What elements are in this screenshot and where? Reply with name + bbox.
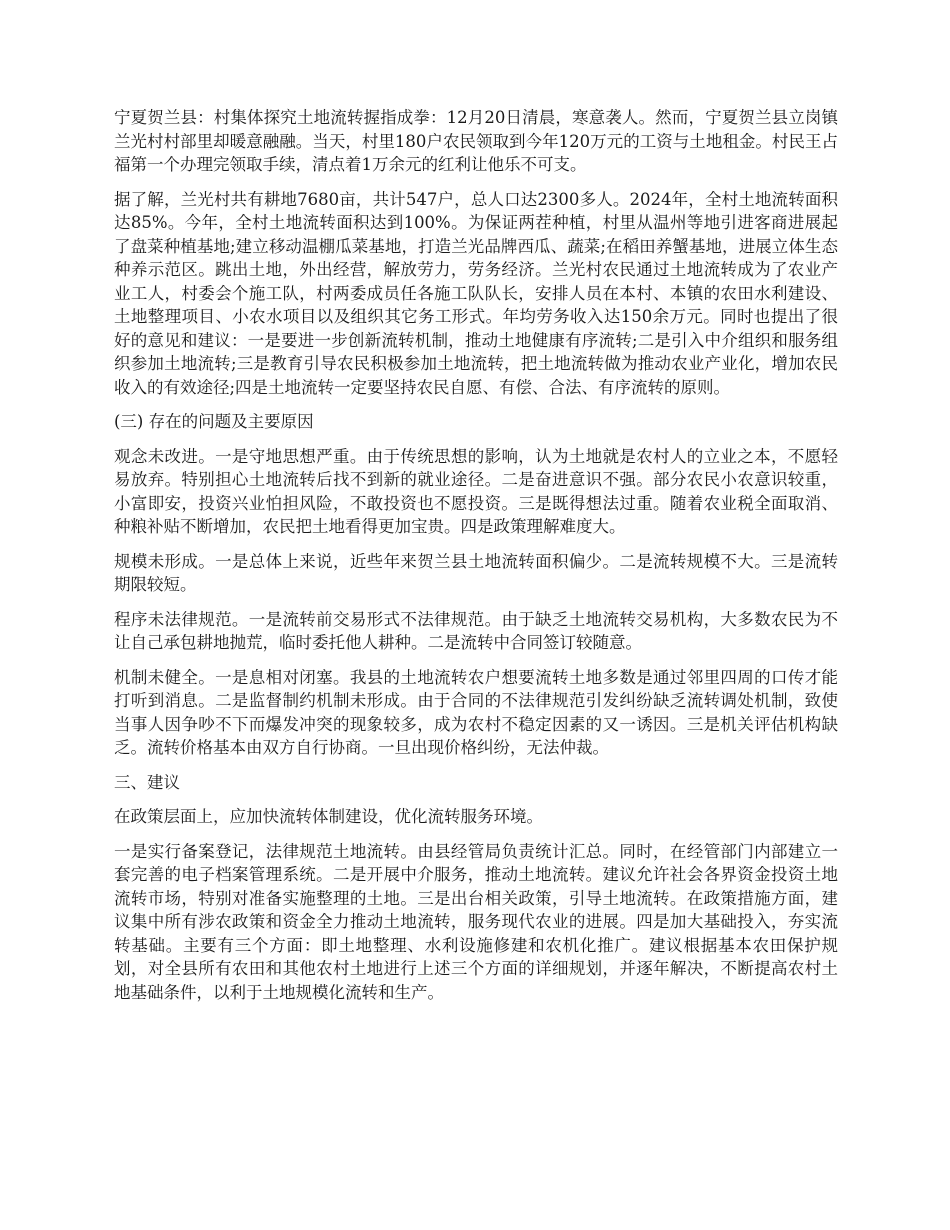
- section-heading-suggestions: 三、建议: [114, 772, 180, 792]
- paragraph-intro-news: 宁夏贺兰县：村集体探究土地流转握指成拳：12月20日清晨，寒意袭人。然而，宁夏贺兰县立岗镇兰光村村部里却暖意融融。当天，村里180户农民领取到今年120万元的工资与土地租金。村民王占福第一个办理完领取手续，清点着1万余元的红利让他乐不可支。: [114, 108, 838, 174]
- section-heading-problems: (三) 存在的问题及主要原因: [114, 412, 314, 431]
- paragraph-policy-level: 在政策层面上，应加快流转体制建设，优化流转服务环境。: [114, 807, 543, 826]
- paragraph-procedure: 程序未法律规范。一是流转前交易形式不法律规范。由于缺乏土地流转交易机构，大多数农民为不让自己承包耕地抛荒，临时委托他人耕种。二是流转中合同签订较随意。: [114, 609, 838, 652]
- paragraph-scale: 规模未形成。一是总体上来说，近些年来贺兰县土地流转面积偏少。二是流转规模不大。三是流转期限较短。: [114, 551, 838, 594]
- paragraph-mechanism: 机制未健全。一是息相对闭塞。我县的土地流转农户想要流转土地多数是通过邻里四周的口传才能打听到消息。二是监督制约机制未形成。由于合同的不法律规范引发纠纷缺乏流转调处机制，致使当事人因争吵不下而爆发冲突的现象较多，成为农村不稳定因素的又一诱因。三是机关评估机构缺乏。流转价格基本由双方自行协商。一旦出现价格纠纷，无法仲裁。: [114, 667, 838, 757]
- paragraph-concept: 观念未改进。一是守地思想严重。由于传统思想的影响，认为土地就是农村人的立业之本，不愿轻易放弃。特别担心土地流转后找不到新的就业途径。二是奋进意识不强。部分农民小农意识较重，小富即安，投资兴业怕担风险，不敢投资也不愿投资。三是既得想法过重。随着农业税全面取消、种粮补贴不断增加，农民把土地看得更加宝贵。四是政策理解难度大。: [114, 446, 838, 536]
- paragraph-measures: 一是实行备案登记，法律规范土地流转。由县经管局负责统计汇总。同时，在经管部门内部建立一套完善的电子档案管理系统。二是开展中介服务，推动土地流转。建议允许社会各界资金投资土地流转市场，特别对准备实施整理的土地。三是出台相关政策，引导土地流转。在政策措施方面，建议集中所有涉农政策和资金全力推动土地流转，服务现代农业的进展。四是加大基础投入，夯实流转基础。主要有三个方面：即土地整理、水利设施修建和农机化推广。建议根据基本农田保护规划，对全县所有农田和其他农村土地进行上述三个方面的详细规划，并逐年解决，不断提高农村土地基础条件，以利于土地规模化流转和生产。: [114, 841, 838, 1002]
- paragraph-languang-village: 据了解，兰光村共有耕地7680亩，共计547户，总人口达2300多人。2024年，全村土地流转面积达85%。今年，全村土地流转面积达到100%。为保证两茬种植，村里从温州等地引进客商进展起了盘菜种植基地;建立移动温棚瓜菜基地，打造兰光品牌西瓜、蔬菜;在稻田养蟹基地，进展立体生态种养示范区。跳出土地，外出经营，解放劳力，劳务经济。兰光村农民通过土地流转成为了农业产业工人，村委会个施工队，村两委成员任各施工队队长，安排人员在本村、本镇的农田水利建设、土地整理项目、小农水项目以及组织其它务工形式。年均劳务收入达150余万元。同时也提出了很好的意见和建议：一是要进一步创新流转机制，推动土地健康有序流转;二是引入中介组织和服务组织参加土地流转;三是教育引导农民积极参加土地流转，把土地流转做为推动农业产业化，增加农民收入的有效途径;四是土地流转一定要坚持农民自愿、有偿、合法、有序流转的原则。: [114, 189, 838, 397]
- document-body: [114, 106, 838, 1015]
